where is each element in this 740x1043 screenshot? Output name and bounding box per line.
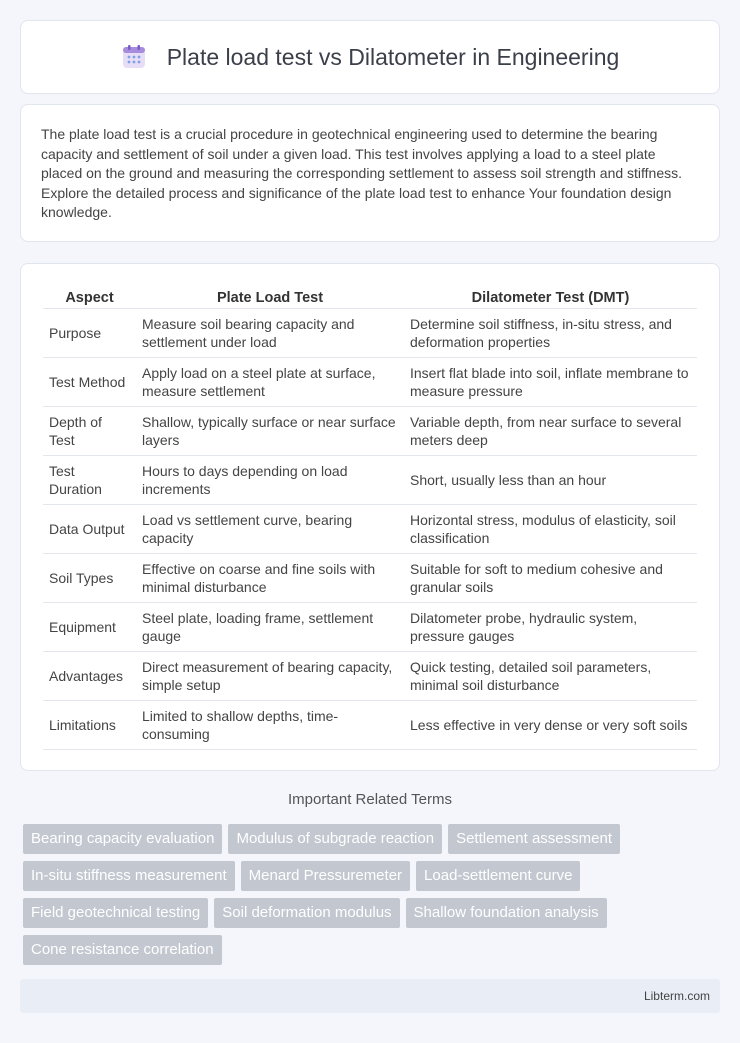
footer xyxy=(20,979,720,1013)
row-aspect: Soil Types xyxy=(43,554,136,603)
table-row xyxy=(43,456,697,505)
table-row xyxy=(43,701,697,750)
related-term-tag[interactable]: Bearing capacity evaluation xyxy=(23,824,222,854)
related-term-tag[interactable]: Cone resistance correlation xyxy=(23,935,222,965)
row-dilatometer: Insert flat blade into soil, inflate membrane to measure pressure xyxy=(404,358,697,407)
related-term-tag[interactable]: Shallow foundation analysis xyxy=(406,898,607,928)
row-aspect: Test Method xyxy=(43,358,136,407)
intro-card xyxy=(20,104,720,242)
footer-site-link[interactable]: Libterm.com xyxy=(643,989,710,1003)
related-terms-title: Important Related Terms xyxy=(288,791,452,808)
comparison-table-card xyxy=(20,263,720,771)
related-term-tag[interactable]: Modulus of subgrade reaction xyxy=(228,824,442,854)
page-title: Plate load test vs Dilatometer in Engineering xyxy=(166,43,620,70)
row-plate: Effective on coarse and fine soils with minimal disturbance xyxy=(136,554,404,603)
row-plate: Steel plate, loading frame, settlement gauge xyxy=(136,603,404,652)
table-header-row xyxy=(43,284,697,309)
table-row xyxy=(43,358,697,407)
related-term-tag[interactable]: Settlement assessment xyxy=(448,824,620,854)
comparison-table xyxy=(43,284,697,750)
row-dilatometer: Dilatometer probe, hydraulic system, pressure gauges xyxy=(404,603,697,652)
row-aspect: Equipment xyxy=(43,603,136,652)
row-plate: Apply load on a steel plate at surface, measure settlement xyxy=(136,358,404,407)
table-row xyxy=(43,603,697,652)
related-term-tag[interactable]: Field geotechnical testing xyxy=(23,898,208,928)
calendar-grid-icon xyxy=(121,44,147,70)
row-plate: Shallow, typically surface or near surface layers xyxy=(136,407,404,456)
header-plate-load-test: Plate Load Test xyxy=(136,284,404,309)
row-aspect: Advantages xyxy=(43,652,136,701)
intro-text: The plate load test is a crucial procedure in geotechnical engineering used to determine the bearing capacity and settlement of soil under a given load. This test involves applying a load to a steel plate placed on the ground and measuring the corresponding settlement to assess soil strength and stiffness. Explore the detailed process and significance of the plate load test to enhance Your foundation design knowledge. xyxy=(41,126,683,220)
header-dilatometer-test: Dilatometer Test (DMT) xyxy=(404,284,697,309)
related-term-tag[interactable]: Menard Pressuremeter xyxy=(241,861,410,891)
row-aspect: Test Duration xyxy=(43,456,136,505)
row-dilatometer: Determine soil stiffness, in-situ stress, and deformation properties xyxy=(404,309,697,358)
related-term-tag[interactable]: In-situ stiffness measurement xyxy=(23,861,235,891)
row-plate: Limited to shallow depths, time-consuming xyxy=(136,701,404,750)
related-terms-list xyxy=(23,824,723,965)
row-aspect: Limitations xyxy=(43,701,136,750)
row-aspect: Purpose xyxy=(43,309,136,358)
row-plate: Direct measurement of bearing capacity, simple setup xyxy=(136,652,404,701)
table-row xyxy=(43,505,697,554)
related-term-tag[interactable]: Soil deformation modulus xyxy=(214,898,399,928)
header-aspect: Aspect xyxy=(43,284,136,309)
row-aspect: Depth of Test xyxy=(43,407,136,456)
row-plate: Measure soil bearing capacity and settlement under load xyxy=(136,309,404,358)
related-term-tag[interactable]: Load-settlement curve xyxy=(416,861,580,891)
row-plate: Load vs settlement curve, bearing capacity xyxy=(136,505,404,554)
row-dilatometer: Suitable for soft to medium cohesive and granular soils xyxy=(404,554,697,603)
row-dilatometer: Variable depth, from near surface to several meters deep xyxy=(404,407,697,456)
table-row xyxy=(43,309,697,358)
row-dilatometer: Less effective in very dense or very soft soils xyxy=(404,701,697,750)
row-plate: Hours to days depending on load increments xyxy=(136,456,404,505)
table-row xyxy=(43,652,697,701)
row-dilatometer: Horizontal stress, modulus of elasticity, soil classification xyxy=(404,505,697,554)
table-row xyxy=(43,407,697,456)
header-card xyxy=(20,20,720,94)
row-dilatometer: Short, usually less than an hour xyxy=(404,456,697,505)
table-row xyxy=(43,554,697,603)
row-aspect: Data Output xyxy=(43,505,136,554)
row-dilatometer: Quick testing, detailed soil parameters, minimal soil disturbance xyxy=(404,652,697,701)
